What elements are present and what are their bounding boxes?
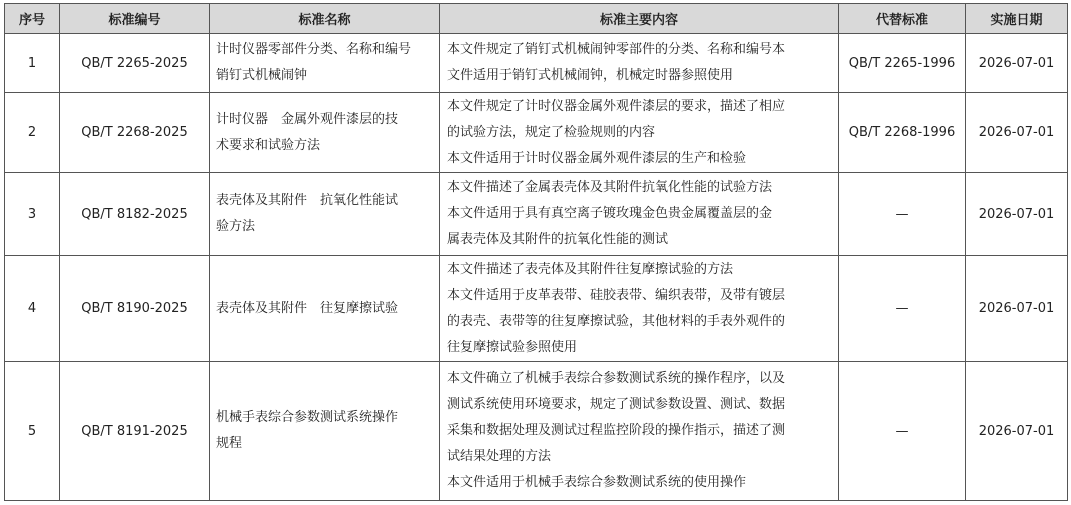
content-line: 采集和数据处理及测试过程监控阶段的操作指示，描述了测 — [447, 423, 786, 438]
header-row — [5, 4, 1068, 34]
content-line: 本文件确立了机械手表综合参数测试系统的操作程序，以及 — [447, 371, 786, 386]
cell-date: 2026-07-01 — [966, 362, 1068, 501]
header-no: 序号 — [5, 4, 60, 34]
header-name: 标准名称 — [210, 4, 440, 34]
standards-table — [4, 3, 1068, 501]
content-line: 本文件适用于具有真空离子镀玫瑰金色贵金属覆盖层的金 — [447, 206, 773, 221]
cell-no: 1 — [5, 34, 60, 93]
header-content: 标准主要内容 — [440, 4, 839, 34]
name-line: 表壳体及其附件 往复摩擦试验 — [216, 300, 399, 316]
cell-replaces: — — [839, 362, 966, 501]
cell-code: QB/T 2268-2025 — [60, 93, 210, 173]
content-line: 本文件适用于皮革表带、硅胶表带、编织表带，及带有镀层 — [447, 287, 786, 303]
content-line: 试结果处理的方法 — [447, 449, 552, 464]
cell-name — [210, 256, 440, 362]
table-row — [5, 34, 1068, 93]
cell-name — [210, 362, 440, 501]
cell-content — [440, 362, 839, 501]
content-line: 本文件规定了销钉式机械闹钟零部件的分类、名称和编号本 — [447, 42, 786, 57]
cell-date: 2026-07-01 — [966, 256, 1068, 362]
name-line: 规程 — [216, 436, 243, 451]
table-row — [5, 93, 1068, 173]
cell-no: 2 — [5, 93, 60, 173]
content-line: 文件适用于销钉式机械闹钟，机械定时器参照使用 — [447, 68, 734, 83]
name-line: 计时仪器 金属外观件漆层的技 — [216, 111, 399, 127]
cell-name — [210, 173, 440, 256]
cell-no: 5 — [5, 362, 60, 501]
content-line: 本文件描述了金属表壳体及其附件抗氧化性能的试验方法 — [447, 180, 773, 195]
cell-replaces: — — [839, 256, 966, 362]
cell-replaces: QB/T 2265-1996 — [839, 34, 966, 93]
content-line: 本文件适用于机械手表综合参数测试系统的使用操作 — [447, 475, 747, 490]
header-code: 标准编号 — [60, 4, 210, 34]
cell-content — [440, 93, 839, 173]
name-line: 销钉式机械闹钟 — [216, 68, 308, 83]
content-line: 本文件适用于计时仪器金属外观件漆层的生产和检验 — [447, 150, 747, 166]
cell-name — [210, 93, 440, 173]
cell-name — [210, 34, 440, 93]
cell-content — [440, 34, 839, 93]
name-line: 术要求和试验方法 — [216, 137, 321, 153]
name-line: 表壳体及其附件 抗氧化性能试 — [216, 193, 399, 208]
content-line: 的表壳、表带等的往复摩擦试验，其他材料的手表外观件的 — [447, 313, 786, 329]
content-line: 属表壳体及其附件的抗氧化性能的测试 — [447, 232, 669, 247]
cell-replaces: QB/T 2268-1996 — [839, 93, 966, 173]
header-date: 实施日期 — [966, 4, 1068, 34]
cell-code: QB/T 8190-2025 — [60, 256, 210, 362]
cell-code: QB/T 8191-2025 — [60, 362, 210, 501]
header-replaces: 代替标准 — [839, 4, 966, 34]
cell-replaces: — — [839, 173, 966, 256]
cell-code: QB/T 2265-2025 — [60, 34, 210, 93]
cell-content — [440, 256, 839, 362]
content-line: 本文件规定了计时仪器金属外观件漆层的要求，描述了相应 — [447, 98, 786, 114]
name-line: 验方法 — [216, 219, 256, 234]
content-line: 的试验方法，规定了检验规则的内容 — [447, 124, 656, 140]
cell-no: 3 — [5, 173, 60, 256]
cell-date: 2026-07-01 — [966, 93, 1068, 173]
table-row — [5, 256, 1068, 362]
table-row — [5, 362, 1068, 501]
content-line: 本文件描述了表壳体及其附件往复摩擦试验的方法 — [447, 261, 734, 277]
content-line: 测试系统使用环境要求，规定了测试参数设置、测试、数据 — [447, 397, 786, 412]
content-line: 往复摩擦试验参照使用 — [447, 339, 578, 355]
cell-date: 2026-07-01 — [966, 173, 1068, 256]
cell-date: 2026-07-01 — [966, 34, 1068, 93]
name-line: 机械手表综合参数测试系统操作 — [216, 410, 399, 425]
name-line: 计时仪器零部件分类、名称和编号 — [216, 42, 412, 57]
cell-content — [440, 173, 839, 256]
cell-no: 4 — [5, 256, 60, 362]
table-row — [5, 173, 1068, 256]
cell-code: QB/T 8182-2025 — [60, 173, 210, 256]
